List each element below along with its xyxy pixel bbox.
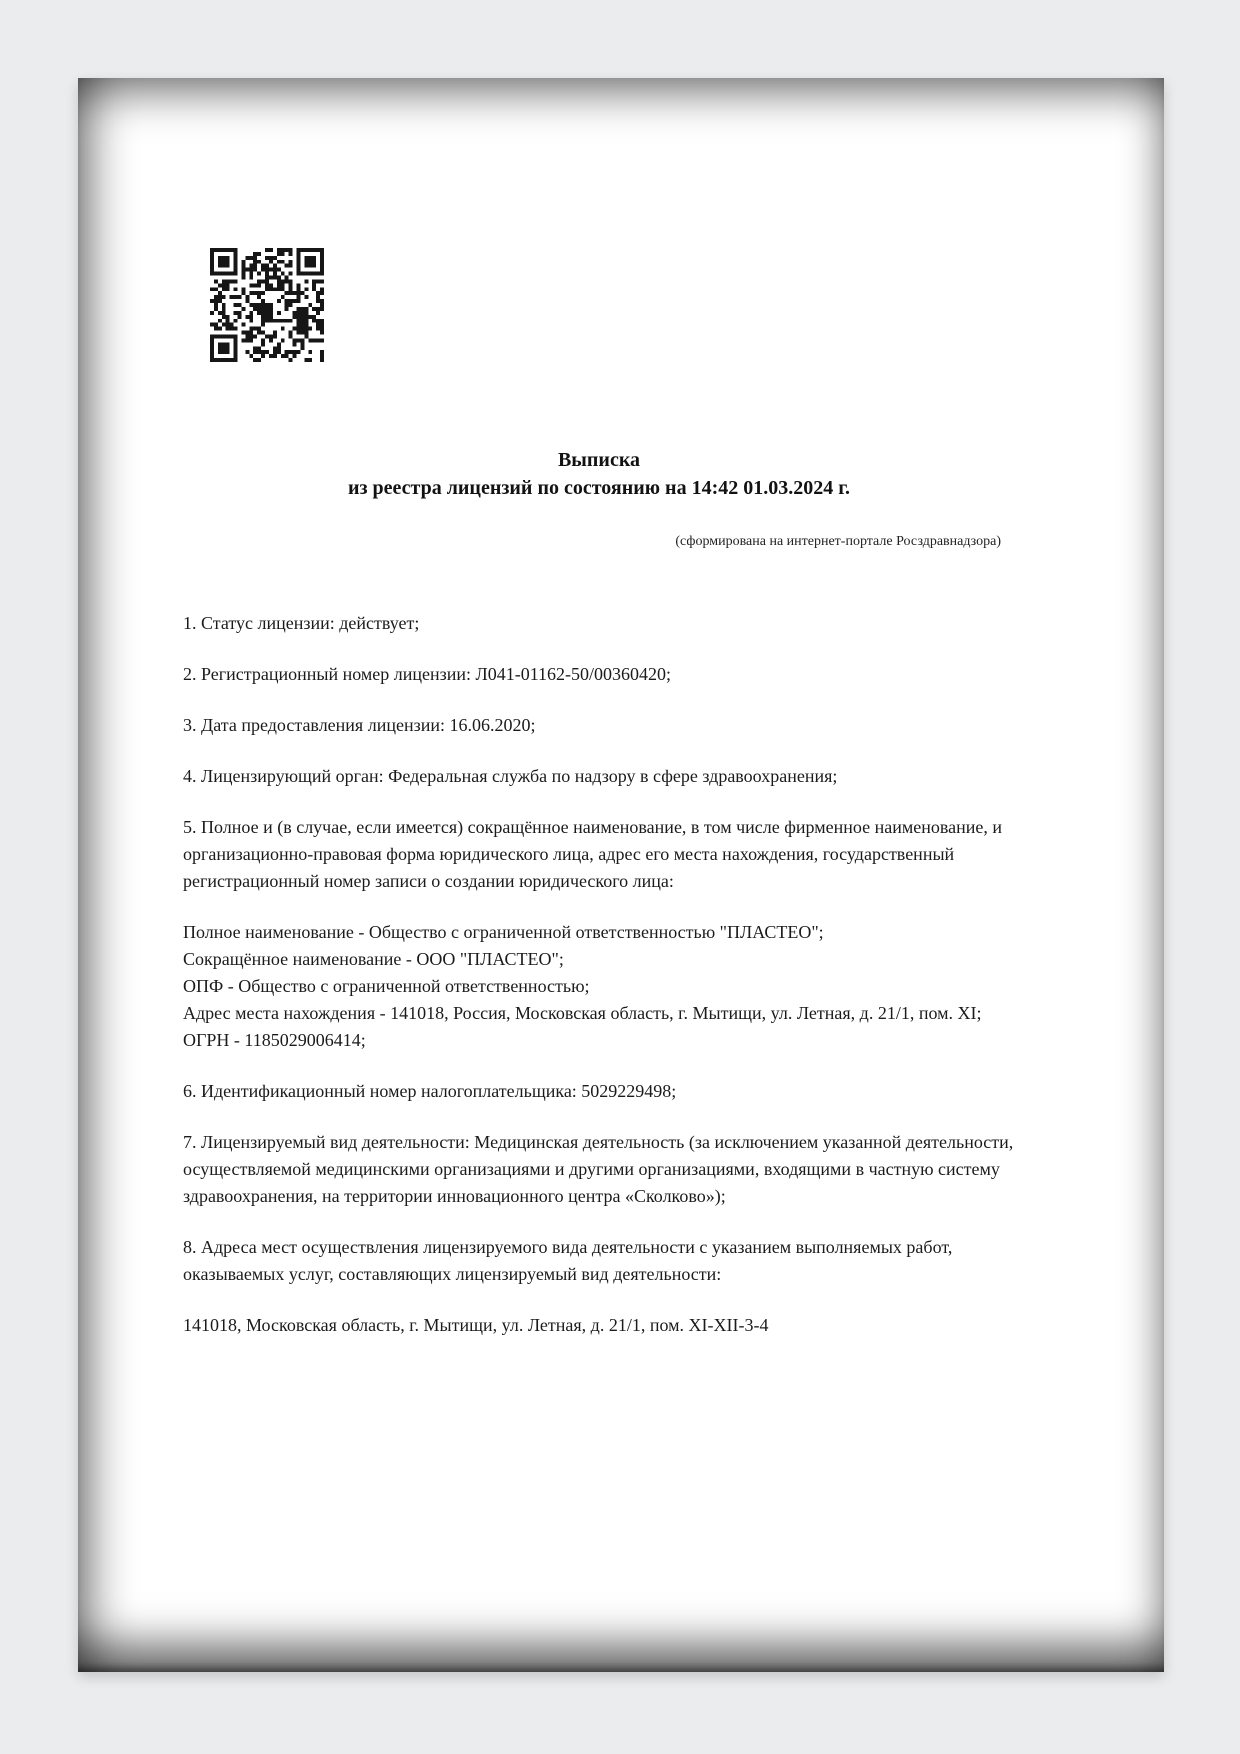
registered-address-line: Адрес места нахождения - 141018, Россия, Московская область, г. Мытищи, ул. Летная, д. 21/1, пом. XI;: [183, 1003, 982, 1023]
grant-date-paragraph: 3. Дата предоставления лицензии: 16.06.2020;: [183, 715, 536, 735]
short-name-line: Сокращённое наименование - ООО "ПЛАСТЕО";: [183, 949, 564, 969]
document-body: [183, 610, 1015, 1339]
entity-names-intro-paragraph: 5. Полное и (в случае, если имеется) сокращённое наименование, в том числе фирменное наименование, и организационно-правовая форма юридического лица, адрес его места нахождения, государственный регистрационный номер записи о создании юридического лица:: [183, 817, 1003, 891]
document-subtitle: (сформирована на интернет-портале Росздравнадзора): [675, 534, 1001, 549]
ogrn-line: ОГРН - 1185029006414;: [183, 1030, 366, 1050]
qr-code: [210, 248, 324, 362]
document-page: [78, 78, 1164, 1672]
activity-address-line: 141018, Московская область, г. Мытищи, ул. Летная, д. 21/1, пом. XI-XII-3-4: [183, 1315, 769, 1335]
inn-paragraph: 6. Идентификационный номер налогоплательщика: 5029229498;: [183, 1081, 677, 1101]
opf-line: ОПФ - Общество с ограниченной ответственностью;: [183, 976, 590, 996]
registration-number-paragraph: 2. Регистрационный номер лицензии: Л041-01162-50/00360420;: [183, 664, 672, 684]
full-name-line: Полное наименование - Общество с ограниченной ответственностью "ПЛАСТЕО";: [183, 922, 824, 942]
licensing-authority-paragraph: 4. Лицензирующий орган: Федеральная служба по надзору в сфере здравоохранения;: [183, 766, 838, 786]
status-paragraph: 1. Статус лицензии: действует;: [183, 613, 420, 633]
qr-code-image: [210, 248, 324, 362]
document-title-line1: Выписка: [557, 449, 641, 471]
activity-addresses-intro-paragraph: 8. Адреса мест осуществления лицензируемого вида деятельности с указанием выполняемых работ, оказываемых услуг, составляющих лицензируемый вид деятельности:: [183, 1237, 953, 1284]
document-title: [183, 446, 1015, 502]
entity-details-block: [183, 919, 1015, 1054]
document-title-line2: из реестра лицензий по состоянию на 14:42 01.03.2024 г.: [347, 477, 851, 499]
activity-type-paragraph: 7. Лицензируемый вид деятельности: Медицинская деятельность (за исключением указанной деятельности, осуществляемой медицинскими организациями и другими организациями, входящими в частную систему здравоохранения, на территории инновационного центра «Сколково»);: [183, 1132, 1014, 1206]
